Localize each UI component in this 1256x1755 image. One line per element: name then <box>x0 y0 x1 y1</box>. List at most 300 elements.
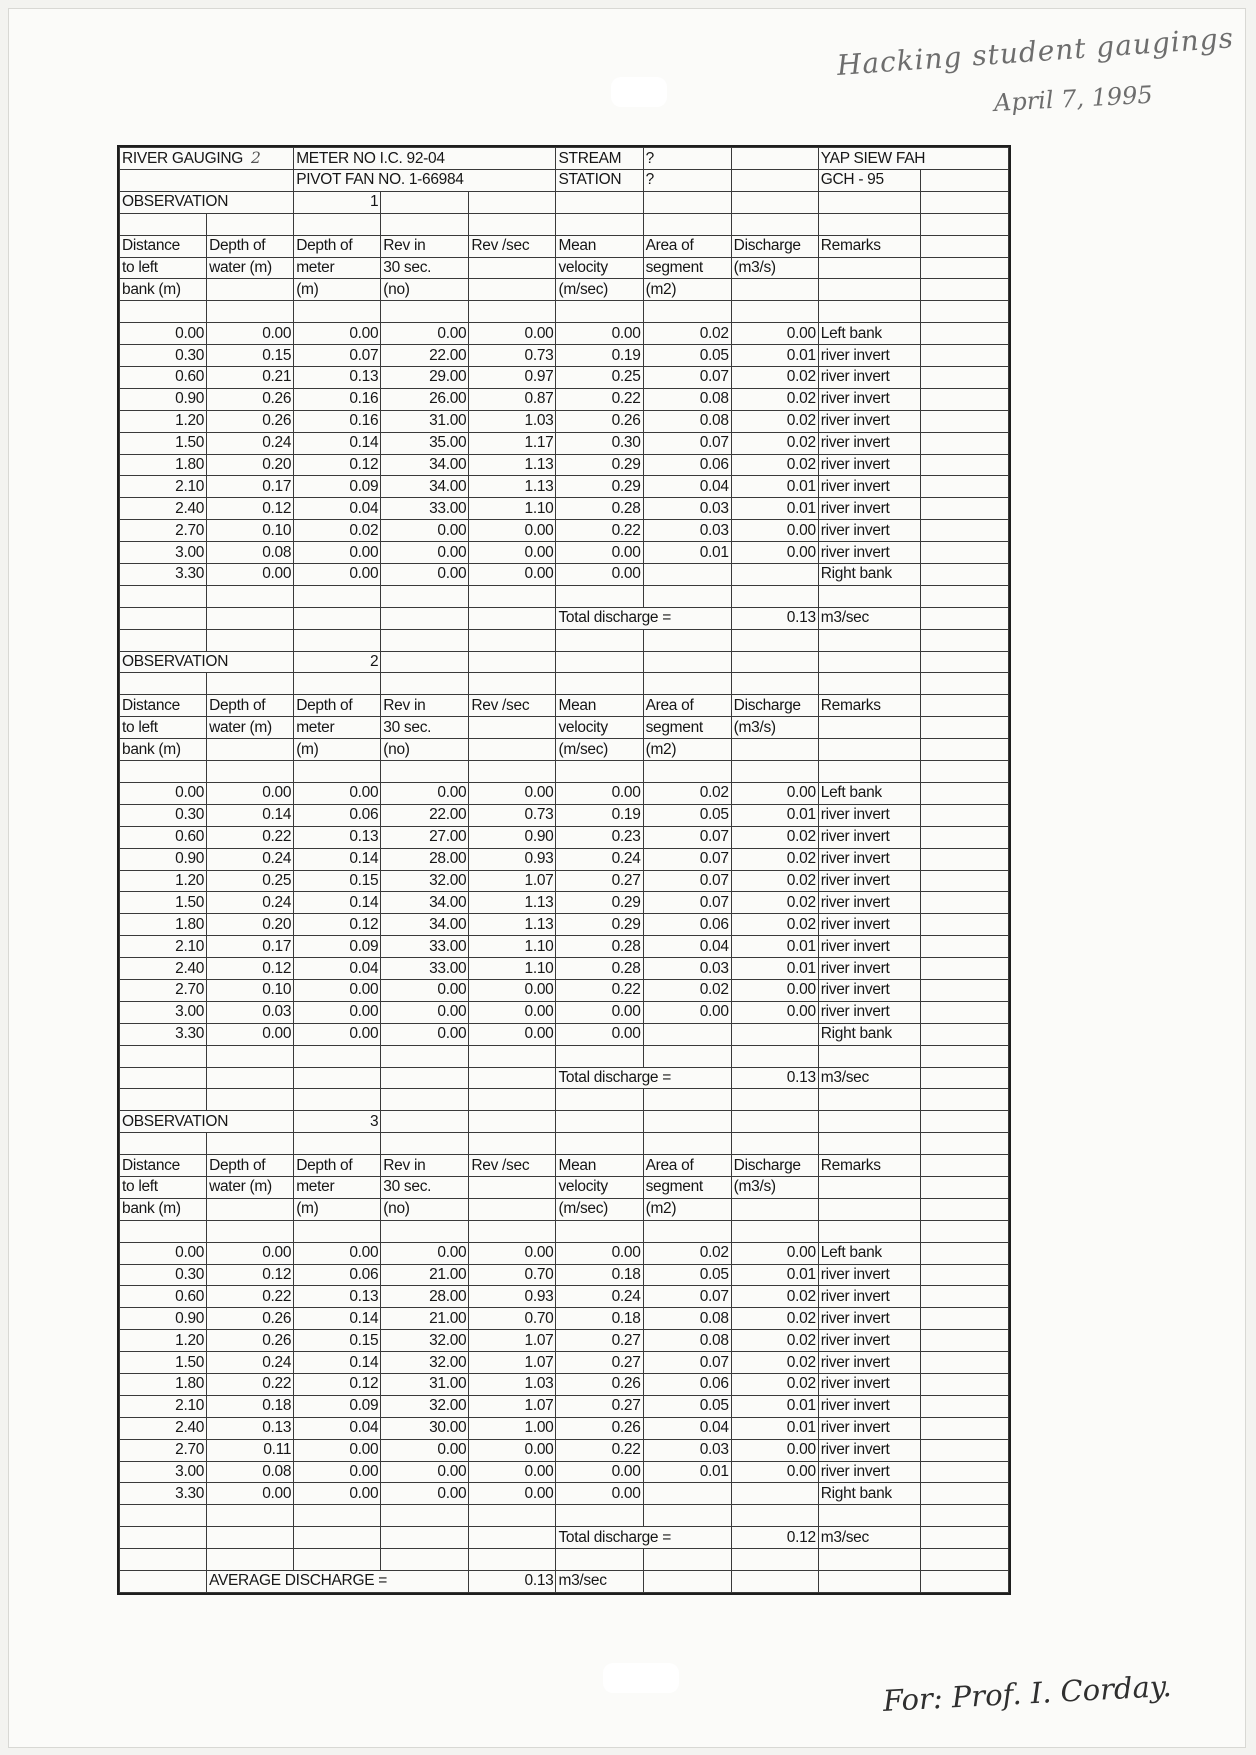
remarks-cell: river invert <box>818 1308 920 1330</box>
column-header-row <box>120 717 1009 739</box>
spacer-row <box>120 1089 1009 1111</box>
data-cell: 0.07 <box>294 345 381 367</box>
empty-cell <box>818 1571 920 1593</box>
empty-cell <box>381 1133 469 1155</box>
empty-cell <box>643 1549 731 1571</box>
empty-cell <box>920 542 1008 564</box>
empty-cell <box>120 1505 207 1527</box>
empty-cell <box>381 1527 469 1549</box>
column-header-row <box>120 235 1009 257</box>
table-row <box>120 1242 1009 1264</box>
data-cell: 0.22 <box>207 1373 294 1395</box>
column-header-cell: (no) <box>381 1198 469 1220</box>
remarks-cell: river invert <box>818 826 920 848</box>
empty-cell <box>294 607 381 629</box>
data-cell: 0.02 <box>731 870 818 892</box>
empty-cell <box>920 1308 1008 1330</box>
data-cell: 0.28 <box>556 936 643 958</box>
column-header-row <box>120 257 1009 279</box>
data-cell: 0.26 <box>207 1330 294 1352</box>
table-row <box>120 1417 1009 1439</box>
table-row <box>120 892 1009 914</box>
handwritten-note-title: Hacking student gaugings <box>835 21 1235 82</box>
column-header-cell: water (m) <box>207 717 294 739</box>
data-cell: 0.29 <box>556 892 643 914</box>
meter-number: METER NO I.C. 92-04 <box>294 148 556 170</box>
empty-cell <box>556 1133 643 1155</box>
column-header-cell <box>469 717 556 739</box>
column-header-cell: (m2) <box>643 739 731 761</box>
data-cell: 0.03 <box>643 958 731 980</box>
data-cell: 0.08 <box>643 1308 731 1330</box>
data-cell: 0.00 <box>120 782 207 804</box>
data-cell: 0.00 <box>731 1439 818 1461</box>
data-cell: 0.27 <box>556 1395 643 1417</box>
data-cell: 0.70 <box>469 1308 556 1330</box>
data-cell: 0.24 <box>556 848 643 870</box>
data-cell: 1.50 <box>120 892 207 914</box>
table-row <box>120 476 1009 498</box>
column-header-cell: (no) <box>381 279 469 301</box>
empty-cell <box>920 1176 1008 1198</box>
data-cell: 0.26 <box>207 388 294 410</box>
remarks-cell: river invert <box>818 848 920 870</box>
column-header-cell: (no) <box>381 739 469 761</box>
data-cell: 0.12 <box>294 1373 381 1395</box>
table-row <box>120 498 1009 520</box>
empty-cell <box>920 1198 1008 1220</box>
spacer-row <box>120 1045 1009 1067</box>
data-cell: 0.14 <box>294 1308 381 1330</box>
empty-cell <box>920 1023 1008 1045</box>
empty-cell <box>920 345 1008 367</box>
data-cell: 0.00 <box>207 564 294 586</box>
data-cell: 0.00 <box>469 782 556 804</box>
total-discharge-row <box>120 1067 1009 1089</box>
data-cell: 0.00 <box>469 564 556 586</box>
data-cell: 0.02 <box>731 1352 818 1374</box>
data-cell: 0.05 <box>643 345 731 367</box>
data-cell: 0.15 <box>294 1330 381 1352</box>
data-cell: 0.00 <box>294 1023 381 1045</box>
empty-cell <box>556 191 643 213</box>
data-cell: 0.00 <box>207 1023 294 1045</box>
data-cell: 0.15 <box>294 870 381 892</box>
empty-cell <box>207 301 294 323</box>
empty-cell <box>469 1220 556 1242</box>
empty-cell <box>120 629 207 651</box>
column-header-cell: velocity <box>556 1176 643 1198</box>
empty-cell <box>818 213 920 235</box>
remarks-cell: river invert <box>818 1461 920 1483</box>
column-header-cell: Area of <box>643 235 731 257</box>
data-cell: 0.14 <box>294 432 381 454</box>
empty-cell <box>643 1571 731 1593</box>
column-header-cell: Distance <box>120 235 207 257</box>
data-cell: 0.23 <box>556 826 643 848</box>
data-cell: 0.00 <box>381 520 469 542</box>
empty-cell <box>469 1505 556 1527</box>
column-header-cell: Area of <box>643 1155 731 1177</box>
empty-cell <box>731 1133 818 1155</box>
total-discharge-row <box>120 1527 1009 1549</box>
pivot-fan-number: PIVOT FAN NO. 1-66984 <box>294 170 556 192</box>
data-cell: 0.00 <box>469 1242 556 1264</box>
data-cell: 2.10 <box>120 1395 207 1417</box>
data-cell: 0.00 <box>731 1461 818 1483</box>
empty-cell <box>556 213 643 235</box>
column-header-cell: (m2) <box>643 279 731 301</box>
column-header-cell: meter <box>294 717 381 739</box>
data-cell: 3.00 <box>120 1461 207 1483</box>
column-header-cell: (m/sec) <box>556 279 643 301</box>
data-cell: 0.02 <box>731 1286 818 1308</box>
column-header-cell <box>469 1176 556 1198</box>
empty-cell <box>920 1264 1008 1286</box>
station-label: STATION <box>556 170 643 192</box>
data-cell: 0.00 <box>381 564 469 586</box>
column-header-cell: Rev /sec <box>469 695 556 717</box>
column-header-cell <box>731 279 818 301</box>
empty-cell <box>818 1549 920 1571</box>
data-cell: 1.07 <box>469 1352 556 1374</box>
data-cell: 0.00 <box>207 1483 294 1505</box>
data-cell: 1.03 <box>469 1373 556 1395</box>
empty-cell <box>643 1045 731 1067</box>
total-discharge-value: 0.12 <box>731 1527 818 1549</box>
data-cell: 0.00 <box>469 1023 556 1045</box>
empty-cell <box>920 1571 1008 1593</box>
empty-cell <box>920 1483 1008 1505</box>
remarks-cell: river invert <box>818 410 920 432</box>
data-cell: 0.02 <box>643 323 731 345</box>
data-cell: 28.00 <box>381 848 469 870</box>
column-header-cell: 30 sec. <box>381 1176 469 1198</box>
empty-cell <box>920 1220 1008 1242</box>
column-header-cell: Rev in <box>381 1155 469 1177</box>
empty-cell <box>469 213 556 235</box>
data-cell: 32.00 <box>381 1395 469 1417</box>
empty-cell <box>556 1549 643 1571</box>
empty-cell <box>818 301 920 323</box>
average-discharge-row <box>120 1571 1009 1593</box>
spacer-row <box>120 629 1009 651</box>
total-discharge-row <box>120 607 1009 629</box>
table-row <box>120 454 1009 476</box>
column-header-cell: segment <box>643 1176 731 1198</box>
data-cell: 0.16 <box>294 388 381 410</box>
average-discharge-label: AVERAGE DISCHARGE = <box>207 1571 469 1593</box>
empty-cell <box>920 1439 1008 1461</box>
data-cell: 35.00 <box>381 432 469 454</box>
data-cell: 0.29 <box>556 454 643 476</box>
empty-cell <box>920 1089 1008 1111</box>
data-cell: 0.00 <box>381 1439 469 1461</box>
empty-cell <box>731 629 818 651</box>
data-cell: 0.02 <box>731 914 818 936</box>
data-cell: 0.26 <box>556 410 643 432</box>
data-cell: 0.00 <box>731 1242 818 1264</box>
empty-cell <box>731 673 818 695</box>
empty-cell <box>469 651 556 673</box>
data-cell: 0.01 <box>731 936 818 958</box>
gauging-table <box>119 147 1009 1593</box>
data-cell: 0.30 <box>120 345 207 367</box>
observation-number: 3 <box>294 1111 381 1133</box>
data-cell: 0.16 <box>294 410 381 432</box>
data-cell: 0.00 <box>294 1461 381 1483</box>
empty-cell <box>643 213 731 235</box>
data-cell: 0.00 <box>556 542 643 564</box>
data-cell: 33.00 <box>381 958 469 980</box>
remarks-cell: river invert <box>818 454 920 476</box>
data-cell: 29.00 <box>381 367 469 389</box>
column-header-cell: (m) <box>294 279 381 301</box>
data-cell: 0.03 <box>207 1001 294 1023</box>
data-cell: 0.01 <box>731 958 818 980</box>
column-header-row <box>120 695 1009 717</box>
data-cell: 0.01 <box>731 498 818 520</box>
data-cell: 2.10 <box>120 936 207 958</box>
data-cell: 0.01 <box>643 1461 731 1483</box>
data-cell: 0.00 <box>469 1001 556 1023</box>
empty-cell <box>294 585 381 607</box>
empty-cell <box>469 191 556 213</box>
data-cell: 0.30 <box>120 804 207 826</box>
column-header-cell: Rev /sec <box>469 235 556 257</box>
data-cell: 0.73 <box>469 804 556 826</box>
data-cell: 0.22 <box>556 520 643 542</box>
empty-cell <box>920 804 1008 826</box>
column-header-cell: segment <box>643 257 731 279</box>
empty-cell <box>469 301 556 323</box>
observation-label: OBSERVATION <box>120 191 294 213</box>
data-cell: 32.00 <box>381 1330 469 1352</box>
empty-cell <box>294 1505 381 1527</box>
data-cell: 1.50 <box>120 1352 207 1374</box>
data-cell: 0.07 <box>643 1286 731 1308</box>
data-cell: 0.00 <box>294 542 381 564</box>
data-cell: 0.28 <box>556 498 643 520</box>
data-cell: 0.04 <box>294 1417 381 1439</box>
empty-cell <box>469 1089 556 1111</box>
data-cell: 0.29 <box>556 476 643 498</box>
table-row <box>120 1001 1009 1023</box>
empty-cell <box>920 958 1008 980</box>
column-header-cell <box>818 257 920 279</box>
data-cell: 0.02 <box>643 782 731 804</box>
empty-cell <box>556 585 643 607</box>
data-cell: 1.03 <box>469 410 556 432</box>
data-cell: 0.04 <box>294 498 381 520</box>
empty-cell <box>294 761 381 783</box>
empty-cell <box>556 761 643 783</box>
total-discharge-unit: m3/sec <box>818 1067 920 1089</box>
data-cell: 0.02 <box>643 979 731 1001</box>
column-header-cell: to left <box>120 1176 207 1198</box>
data-cell: 0.01 <box>731 1264 818 1286</box>
data-cell: 0.00 <box>556 782 643 804</box>
data-cell: 0.26 <box>556 1373 643 1395</box>
data-cell: 1.00 <box>469 1417 556 1439</box>
empty-cell <box>818 651 920 673</box>
empty-cell <box>120 761 207 783</box>
data-cell: 0.00 <box>381 1242 469 1264</box>
data-cell: 0.04 <box>643 936 731 958</box>
table-row <box>120 345 1009 367</box>
empty-cell <box>556 673 643 695</box>
data-cell: 1.10 <box>469 498 556 520</box>
remarks-cell: river invert <box>818 367 920 389</box>
empty-cell <box>207 1067 294 1089</box>
data-cell: 1.10 <box>469 936 556 958</box>
empty-cell <box>381 673 469 695</box>
total-discharge-value: 0.13 <box>731 1067 818 1089</box>
column-header-row <box>120 1155 1009 1177</box>
data-cell: 0.00 <box>469 1461 556 1483</box>
empty-cell <box>381 1045 469 1067</box>
empty-cell <box>920 1461 1008 1483</box>
empty-cell <box>469 585 556 607</box>
empty-cell <box>381 301 469 323</box>
empty-cell <box>818 629 920 651</box>
column-header-cell: Depth of <box>207 695 294 717</box>
data-cell: 0.13 <box>294 826 381 848</box>
empty-cell <box>643 651 731 673</box>
table-row <box>120 804 1009 826</box>
observation-label: OBSERVATION <box>120 651 294 673</box>
data-cell: 0.00 <box>469 1483 556 1505</box>
data-cell: 0.12 <box>207 958 294 980</box>
empty-cell <box>731 301 818 323</box>
empty-cell <box>818 1133 920 1155</box>
observation-label: OBSERVATION <box>120 1111 294 1133</box>
empty-cell <box>731 1111 818 1133</box>
table-row <box>120 1264 1009 1286</box>
data-cell: 0.00 <box>120 1242 207 1264</box>
empty-cell <box>469 1111 556 1133</box>
table-row <box>120 1483 1009 1505</box>
empty-cell <box>920 235 1008 257</box>
column-header-row <box>120 1198 1009 1220</box>
data-cell: 3.30 <box>120 1483 207 1505</box>
column-header-cell: Distance <box>120 695 207 717</box>
data-cell: 0.00 <box>381 542 469 564</box>
data-cell: 0.90 <box>120 848 207 870</box>
remarks-cell: river invert <box>818 979 920 1001</box>
data-cell: 0.00 <box>381 979 469 1001</box>
empty-cell <box>207 1133 294 1155</box>
data-cell: 0.10 <box>207 979 294 1001</box>
remarks-cell: river invert <box>818 1373 920 1395</box>
data-cell: 0.00 <box>294 1001 381 1023</box>
data-cell <box>731 564 818 586</box>
average-discharge-value: 0.13 <box>469 1571 556 1593</box>
observation-title-row <box>120 651 1009 673</box>
data-cell <box>643 1483 731 1505</box>
data-cell: 22.00 <box>381 345 469 367</box>
data-cell: 0.00 <box>294 1439 381 1461</box>
data-cell: 0.24 <box>207 848 294 870</box>
data-cell: 0.14 <box>294 1352 381 1374</box>
empty-cell <box>920 1373 1008 1395</box>
data-cell: 0.01 <box>731 1395 818 1417</box>
table-row <box>120 936 1009 958</box>
empty-cell <box>920 191 1008 213</box>
empty-cell <box>120 1089 207 1111</box>
data-cell: 0.07 <box>643 367 731 389</box>
column-header-cell <box>469 279 556 301</box>
data-cell: 0.08 <box>643 410 731 432</box>
spacer-row <box>120 673 1009 695</box>
data-cell: 1.50 <box>120 432 207 454</box>
data-cell: 0.00 <box>469 1439 556 1461</box>
empty-cell <box>731 1505 818 1527</box>
empty-cell <box>381 1549 469 1571</box>
data-cell: 0.01 <box>731 1417 818 1439</box>
empty-cell <box>920 367 1008 389</box>
data-cell: 33.00 <box>381 498 469 520</box>
column-header-cell: (m) <box>294 739 381 761</box>
data-cell: 0.14 <box>294 892 381 914</box>
data-cell: 0.04 <box>643 476 731 498</box>
data-cell: 0.00 <box>381 323 469 345</box>
data-cell: 0.08 <box>207 1461 294 1483</box>
empty-cell <box>294 301 381 323</box>
empty-cell <box>207 607 294 629</box>
column-header-cell: Discharge <box>731 235 818 257</box>
empty-cell <box>294 1527 381 1549</box>
data-cell: 0.17 <box>207 936 294 958</box>
data-cell: 0.18 <box>556 1308 643 1330</box>
empty-cell <box>920 1417 1008 1439</box>
data-cell: 0.18 <box>556 1264 643 1286</box>
data-cell: 0.26 <box>207 1308 294 1330</box>
empty-cell <box>920 257 1008 279</box>
column-header-cell: Mean <box>556 235 643 257</box>
empty-cell <box>731 1571 818 1593</box>
data-cell: 0.90 <box>120 1308 207 1330</box>
table-row <box>120 1461 1009 1483</box>
remarks-cell: river invert <box>818 1330 920 1352</box>
data-cell: 1.13 <box>469 914 556 936</box>
table-row <box>120 1439 1009 1461</box>
column-header-cell: velocity <box>556 257 643 279</box>
data-cell: 3.30 <box>120 1023 207 1045</box>
empty-cell <box>643 1220 731 1242</box>
empty-cell <box>643 629 731 651</box>
table-row <box>120 1330 1009 1352</box>
spacer-row <box>120 761 1009 783</box>
data-cell: 0.12 <box>207 1264 294 1286</box>
remarks-cell: river invert <box>818 892 920 914</box>
data-cell: 0.29 <box>556 914 643 936</box>
data-cell: 1.20 <box>120 1330 207 1352</box>
empty-cell <box>381 585 469 607</box>
data-cell: 0.24 <box>207 1352 294 1374</box>
data-cell: 0.12 <box>294 914 381 936</box>
stream-value: ? <box>643 148 731 170</box>
data-cell: 0.22 <box>556 1439 643 1461</box>
data-cell: 0.90 <box>469 826 556 848</box>
data-cell: 0.00 <box>556 1483 643 1505</box>
data-cell: 0.01 <box>731 345 818 367</box>
empty-cell <box>294 673 381 695</box>
column-header-row <box>120 279 1009 301</box>
column-header-cell <box>731 1198 818 1220</box>
remarks-cell: Right bank <box>818 1483 920 1505</box>
column-header-cell: bank (m) <box>120 1198 207 1220</box>
